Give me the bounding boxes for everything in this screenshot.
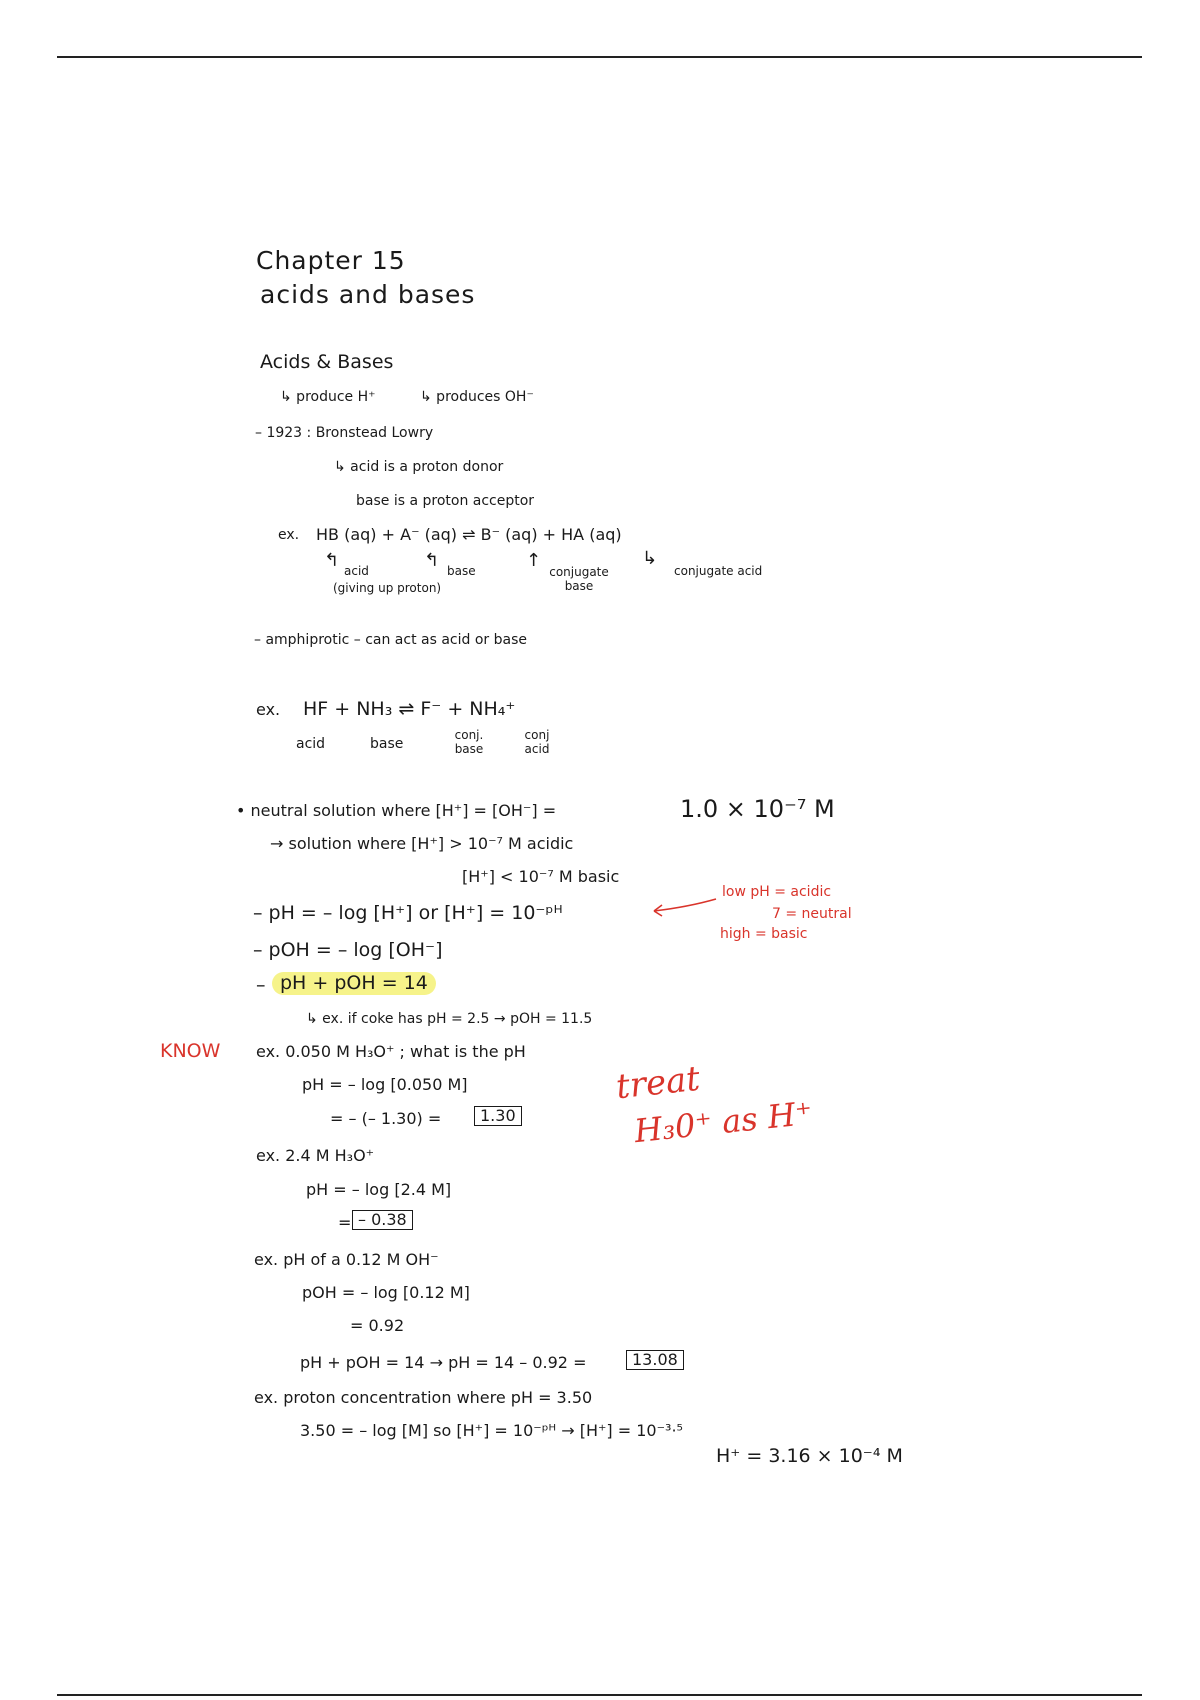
- example-1-acid-note: (giving up proton): [333, 581, 442, 595]
- neutral-value: 1.0 × 10⁻⁷ M: [680, 795, 835, 823]
- example-2-conj-acid: conj acid: [524, 728, 550, 757]
- example-1-base-label: base: [447, 564, 476, 578]
- treat-note-line-1: treat: [614, 1058, 702, 1108]
- example-6-step-2: H⁺ = 3.16 × 10⁻⁴ M: [716, 1445, 903, 1467]
- bottom-rule: [57, 1694, 1142, 1696]
- acid-definition: ↳ acid is a proton donor: [334, 459, 504, 475]
- produces-oh-note: ↳ produces OH⁻: [420, 389, 534, 405]
- base-definition: base is a proton acceptor: [356, 493, 535, 509]
- conjugate-base-arrow-icon: ↑: [526, 550, 542, 571]
- example-4-step-1: pH = – log [2.4 M]: [306, 1180, 452, 1199]
- treat-note-line-2: H₃0⁺ as H⁺: [632, 1093, 815, 1151]
- example-3-step-2: = – (– 1.30) =: [330, 1109, 442, 1128]
- example-2-label: ex.: [256, 700, 281, 719]
- ph-definition: – pH = – log [H⁺] or [H⁺] = 10⁻ᵖᴴ: [253, 902, 563, 924]
- example-3-step-1: pH = – log [0.050 M]: [302, 1075, 468, 1094]
- example-5-answer: 13.08: [626, 1350, 684, 1370]
- topic-title: acids and bases: [260, 280, 476, 309]
- example-2-conj-base: conj. base: [454, 728, 484, 757]
- example-3-answer: 1.30: [474, 1106, 522, 1126]
- example-1-acid-label: acid: [344, 564, 369, 578]
- example-2-acid: acid: [296, 736, 326, 752]
- know-label: KNOW: [160, 1040, 221, 1062]
- example-1-conjugate-acid: conjugate acid: [674, 564, 763, 578]
- coke-example: ↳ ex. if coke has pH = 2.5 → pOH = 11.5: [306, 1011, 593, 1027]
- example-5-step-1: pOH = – log [0.12 M]: [302, 1283, 470, 1302]
- example-2-equation: HF + NH₃ ⇌ F⁻ + NH₄⁺: [303, 698, 516, 720]
- example-2-base: base: [370, 736, 404, 752]
- amphiprotic-line: – amphiprotic – can act as acid or base: [254, 632, 527, 648]
- chapter-title: Chapter 15: [256, 246, 406, 275]
- basic-line: [H⁺] < 10⁻⁷ M basic: [462, 867, 620, 886]
- side-note-high-ph: high = basic: [720, 926, 808, 942]
- bronsted-line: – 1923 : Bronstead Lowry: [255, 425, 434, 441]
- example-3-line: ex. 0.050 M H₃O⁺ ; what is the pH: [256, 1042, 526, 1061]
- example-6-line: ex. proton concentration where pH = 3.50: [254, 1388, 593, 1407]
- top-rule: [57, 56, 1142, 58]
- example-4-line: ex. 2.4 M H₃O⁺: [256, 1146, 375, 1165]
- example-1-equation: HB (aq) + A⁻ (aq) ⇌ B⁻ (aq) + HA (aq): [316, 525, 622, 544]
- acid-arrow-icon: ↰: [324, 550, 340, 571]
- side-note-low-ph: low pH = acidic: [722, 884, 832, 900]
- conjugate-acid-arrow-icon: ↳: [642, 548, 658, 569]
- example-1-conjugate-base: conjugate base: [549, 565, 609, 594]
- example-5-step-2: = 0.92: [350, 1316, 405, 1335]
- example-1-label: ex.: [278, 527, 300, 543]
- acidic-line: → solution where [H⁺] > 10⁻⁷ M acidic: [270, 834, 574, 853]
- example-5-step-3: pH + pOH = 14 → pH = 14 – 0.92 =: [300, 1353, 587, 1372]
- example-6-step-1: 3.50 = – log [M] so [H⁺] = 10⁻ᵖᴴ → [H⁺] = 10⁻³·⁵: [300, 1421, 683, 1440]
- example-4-answer: – 0.38: [352, 1210, 413, 1230]
- ph-poh-sum-highlight: pH + pOH = 14: [272, 972, 436, 995]
- neutral-solution-line: • neutral solution where [H⁺] = [OH⁻] =: [236, 801, 557, 820]
- poh-definition: – pOH = – log [OH⁻]: [253, 939, 443, 961]
- produce-h-note: ↳ produce H⁺: [280, 389, 376, 405]
- base-arrow-icon: ↰: [424, 550, 440, 571]
- example-5-line: ex. pH of a 0.12 M OH⁻: [254, 1250, 439, 1269]
- ph-poh-dash: –: [256, 974, 266, 996]
- section-heading: Acids & Bases: [260, 351, 394, 373]
- example-4-equals: =: [338, 1213, 352, 1232]
- side-note-neutral: 7 = neutral: [772, 906, 852, 922]
- side-note-arrow-icon: [648, 895, 718, 919]
